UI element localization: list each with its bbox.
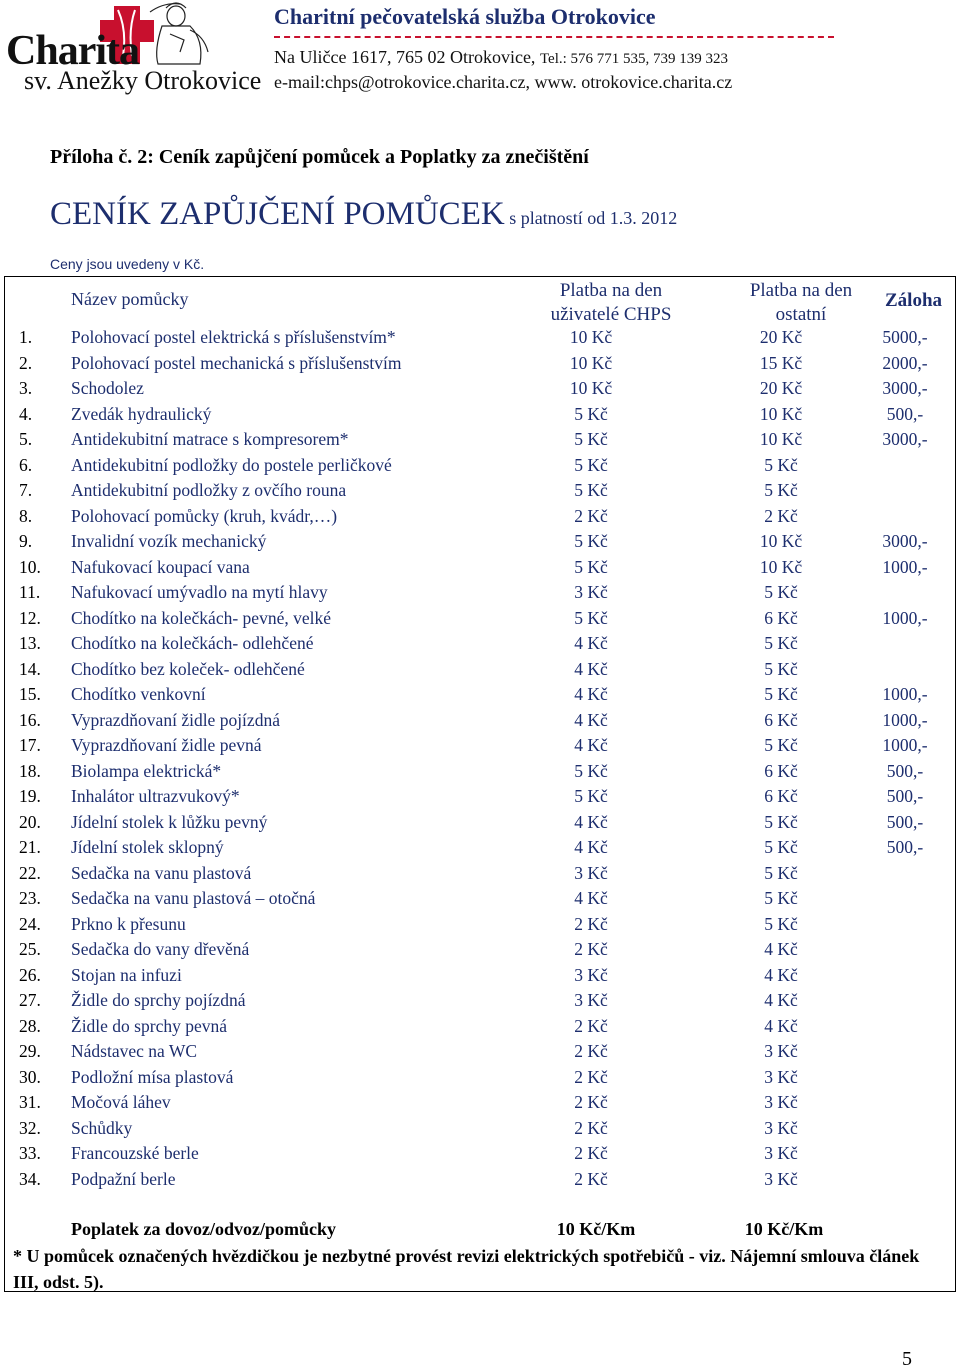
item-name: Chodítko venkovní — [71, 684, 206, 704]
currency-note: Ceny jsou uvedeny v Kč. — [50, 256, 205, 272]
price-users: 5 Kč — [574, 607, 608, 628]
price-users: 4 Kč — [574, 684, 608, 704]
table-row — [5, 1065, 955, 1091]
price-other: 5 Kč — [764, 658, 798, 679]
row-number: 30. — [19, 1066, 41, 1087]
item-name: Polohovací pomůcky (kruh, kvádr,…) — [71, 505, 338, 526]
table-row — [5, 427, 955, 453]
row-number: 20. — [19, 811, 41, 832]
header-divider — [274, 36, 834, 38]
row-number: 3. — [19, 378, 33, 398]
deposit: 3000,- — [882, 531, 928, 551]
table-row — [5, 886, 955, 912]
header-price-users-line2: uživatelé CHPS — [550, 304, 672, 325]
item-name: Antidekubitní matrace s kompresorem* — [71, 429, 349, 449]
price-users: 5 Kč — [574, 454, 608, 475]
footnote: * U pomůcek označených hvězdičkou je nezbytné provést revizi elektrických spotřebičů - viz. Nájemní smlouva článek III, odst. 5). — [13, 1246, 920, 1292]
item-name: Jídelní stolek k lůžku pevný — [71, 811, 268, 832]
price-users: 4 Kč — [574, 658, 608, 679]
organization-name: Charitní pečovatelská služba Otrokovice — [274, 4, 656, 29]
price-users: 5 Kč — [574, 760, 608, 781]
table-row — [5, 835, 955, 861]
row-number: 9. — [19, 531, 33, 551]
deposit: 3000,- — [882, 429, 928, 449]
fee-other: 10 Kč/Km — [744, 1219, 824, 1239]
price-users: 2 Kč — [574, 1117, 608, 1138]
price-users: 4 Kč — [574, 735, 608, 755]
row-number: 27. — [19, 990, 41, 1010]
item-name: Sedačka do vany dřevěná — [71, 939, 250, 959]
deposit: 1000,- — [882, 735, 928, 755]
item-name: Francouzské berle — [71, 1143, 199, 1163]
price-users: 2 Kč — [574, 1143, 608, 1163]
price-users: 3 Kč — [574, 990, 608, 1010]
row-number: 2. — [19, 352, 33, 373]
deposit: 500,- — [886, 811, 924, 832]
row-number: 7. — [19, 480, 33, 500]
header-name: Název pomůcky — [71, 289, 189, 309]
item-name: Nafukovací koupací vana — [71, 556, 250, 577]
price-users: 2 Kč — [574, 913, 608, 934]
deposit: 2000,- — [882, 352, 928, 373]
price-other: 3 Kč — [764, 1066, 798, 1087]
item-name: Zvedák hydraulický — [71, 403, 212, 424]
row-number: 17. — [19, 735, 41, 755]
price-users: 4 Kč — [574, 888, 608, 908]
table-row — [5, 606, 955, 632]
item-name: Chodítko na kolečkách- odlehčené — [71, 633, 314, 653]
price-other: 5 Kč — [764, 480, 798, 500]
table-row — [5, 1039, 955, 1065]
price-users: 10 Kč — [569, 378, 613, 398]
header-deposit: Záloha — [885, 290, 943, 311]
item-name: Schůdky — [71, 1117, 133, 1138]
table-row — [5, 733, 955, 759]
item-name: Nafukovací umývadlo na mytí hlavy — [71, 582, 328, 602]
price-users: 5 Kč — [574, 556, 608, 577]
item-name: Jídelní stolek sklopný — [71, 837, 224, 857]
price-other: 3 Kč — [764, 1168, 798, 1189]
item-name: Chodítko na kolečkách- pevné, velké — [71, 607, 331, 628]
price-other: 5 Kč — [764, 582, 798, 602]
table-row — [5, 912, 955, 938]
deposit: 5000,- — [882, 327, 928, 347]
row-number: 19. — [19, 786, 41, 806]
item-name: Inhalátor ultrazvukový* — [71, 786, 240, 806]
price-users: 4 Kč — [574, 633, 608, 653]
item-name: Polohovací postel elektrická s příslušenstvím* — [71, 327, 396, 347]
price-users: 5 Kč — [574, 429, 608, 449]
fee-users: 10 Kč/Km — [556, 1219, 636, 1239]
row-number: 8. — [19, 505, 33, 526]
price-other: 5 Kč — [764, 888, 798, 908]
item-name: Antidekubitní podložky do postele perličkové — [71, 454, 392, 475]
price-other: 4 Kč — [764, 990, 798, 1010]
price-other: 5 Kč — [764, 684, 798, 704]
price-users: 3 Kč — [574, 582, 608, 602]
organization-contacts: e-mail:chps@otrokovice.charita.cz, www. otrokovice.charita.cz — [274, 72, 733, 92]
table-row — [5, 963, 955, 989]
price-users: 2 Kč — [574, 1092, 608, 1112]
deposit: 500,- — [886, 403, 924, 424]
price-users: 2 Kč — [574, 1066, 608, 1087]
header-price-other-line1: Platba na den — [749, 280, 853, 301]
title-validity: s platností od 1.3. 2012 — [504, 208, 678, 228]
row-number: 23. — [19, 888, 41, 908]
row-number: 13. — [19, 633, 41, 653]
item-name: Vyprazdňovaní židle pojízdná — [71, 709, 280, 730]
item-name: Chodítko bez koleček- odlehčené — [71, 658, 305, 679]
charita-logo — [4, 0, 262, 100]
price-users: 4 Kč — [574, 709, 608, 730]
price-users: 10 Kč — [569, 352, 613, 373]
item-name: Močová láhev — [71, 1092, 171, 1112]
item-name: Invalidní vozík mechanický — [71, 531, 267, 551]
price-other: 6 Kč — [764, 786, 798, 806]
price-users: 2 Kč — [574, 1041, 608, 1061]
price-other: 4 Kč — [764, 1015, 798, 1036]
price-other: 10 Kč — [759, 429, 803, 449]
row-number: 5. — [19, 429, 33, 449]
row-number: 26. — [19, 964, 41, 985]
table-row — [5, 1014, 955, 1040]
phone-text: Tel.: 576 771 535, 739 139 323 — [539, 51, 729, 67]
item-name: Podpažní berle — [71, 1168, 176, 1189]
price-other: 5 Kč — [764, 811, 798, 832]
price-users: 4 Kč — [574, 811, 608, 832]
row-number: 12. — [19, 607, 41, 628]
price-other: 3 Kč — [764, 1041, 798, 1061]
price-users: 5 Kč — [574, 786, 608, 806]
deposit: 1000,- — [882, 709, 928, 730]
item-name: Biolampa elektrická* — [71, 760, 222, 781]
row-number: 14. — [19, 658, 41, 679]
price-other: 20 Kč — [759, 327, 803, 347]
table-row — [5, 504, 955, 530]
deposit: 500,- — [886, 760, 924, 781]
row-number: 31. — [19, 1092, 41, 1112]
deposit: 500,- — [886, 837, 924, 857]
organization-address — [274, 47, 728, 68]
row-number: 24. — [19, 913, 41, 934]
table-row — [5, 631, 955, 657]
table-row — [5, 376, 955, 402]
item-name: Schodolez — [71, 378, 144, 398]
table-row — [5, 708, 955, 734]
price-other: 5 Kč — [764, 862, 798, 883]
price-users: 2 Kč — [574, 1168, 608, 1189]
table-header — [5, 277, 955, 325]
row-number: 33. — [19, 1143, 41, 1163]
deposit: 1000,- — [882, 607, 928, 628]
table-row — [5, 1167, 955, 1193]
price-other: 6 Kč — [764, 760, 798, 781]
price-other: 5 Kč — [764, 837, 798, 857]
row-number: 29. — [19, 1041, 41, 1061]
price-other: 6 Kč — [764, 709, 798, 730]
item-name: Vyprazdňovaní židle pevná — [71, 735, 262, 755]
price-other: 15 Kč — [759, 352, 803, 373]
deposit: 3000,- — [882, 378, 928, 398]
table-row — [5, 325, 955, 351]
document-title — [50, 196, 677, 233]
price-other: 4 Kč — [764, 964, 798, 985]
price-other: 10 Kč — [759, 403, 803, 424]
logo-word: Charita — [6, 28, 139, 74]
row-number: 6. — [19, 454, 33, 475]
price-table — [4, 276, 956, 1292]
item-name: Sedačka na vanu plastová – otočná — [71, 888, 316, 908]
price-other: 10 Kč — [759, 556, 803, 577]
item-name: Židle do sprchy pojízdná — [71, 990, 246, 1010]
row-number: 4. — [19, 403, 33, 424]
price-other: 3 Kč — [764, 1117, 798, 1138]
table-row — [5, 1141, 955, 1167]
item-name: Sedačka na vanu plastová — [71, 862, 252, 883]
table-row — [5, 657, 955, 683]
row-number: 22. — [19, 862, 41, 883]
row-number: 21. — [19, 837, 41, 857]
table-row — [5, 937, 955, 963]
table-row — [5, 555, 955, 581]
row-number: 25. — [19, 939, 41, 959]
table-row — [5, 453, 955, 479]
row-number: 18. — [19, 760, 41, 781]
price-other: 2 Kč — [764, 505, 798, 526]
price-users: 4 Kč — [574, 837, 608, 857]
row-number: 32. — [19, 1117, 41, 1138]
deposit: 1000,- — [882, 556, 928, 577]
price-users: 5 Kč — [574, 531, 608, 551]
row-number: 28. — [19, 1015, 41, 1036]
price-users: 5 Kč — [574, 403, 608, 424]
logo-subtitle: sv. Anežky Otrokovice — [24, 66, 262, 95]
table-row — [5, 861, 955, 887]
table-row — [5, 478, 955, 504]
table-body — [5, 325, 955, 1192]
table-row — [5, 580, 955, 606]
item-name: Prkno k přesunu — [71, 913, 186, 934]
price-users: 2 Kč — [574, 939, 608, 959]
price-users: 5 Kč — [574, 480, 608, 500]
deposit: 1000,- — [882, 684, 928, 704]
item-name: Stojan na infuzi — [71, 964, 182, 985]
price-users: 2 Kč — [574, 505, 608, 526]
table-row — [5, 682, 955, 708]
header-price-other-line2: ostatní — [775, 304, 827, 325]
price-users: 10 Kč — [569, 327, 613, 347]
price-other: 20 Kč — [759, 378, 803, 398]
fee-label: Poplatek za dovoz/odvoz/pomůcky — [71, 1219, 337, 1239]
row-number: 34. — [19, 1168, 41, 1189]
page-number: 5 — [902, 1348, 912, 1370]
price-users: 3 Kč — [574, 964, 608, 985]
item-name: Židle do sprchy pevná — [71, 1015, 227, 1036]
item-name: Nádstavec na WC — [71, 1041, 198, 1061]
table-row — [5, 1090, 955, 1116]
table-row — [5, 784, 955, 810]
annex-heading: Příloha č. 2: Ceník zapůjčení pomůcek a Poplatky za znečištění — [50, 146, 589, 168]
header-price-users-line1: Platba na den — [559, 280, 663, 301]
price-other: 5 Kč — [764, 454, 798, 475]
item-name: Podložní mísa plastová — [71, 1066, 234, 1087]
table-row — [5, 351, 955, 377]
table-row — [5, 759, 955, 785]
row-number: 1. — [19, 327, 33, 347]
address-text: Na Uličce 1617, 765 02 Otrokovice, — [274, 47, 536, 67]
title-main: CENÍK ZAPŮJČENÍ POMŮCEK — [50, 196, 505, 232]
row-number: 11. — [19, 582, 41, 602]
price-users: 2 Kč — [574, 1015, 608, 1036]
table-row — [5, 988, 955, 1014]
item-name: Antidekubitní podložky z ovčího rouna — [71, 480, 347, 500]
price-other: 5 Kč — [764, 633, 798, 653]
deposit: 500,- — [886, 786, 924, 806]
price-other: 5 Kč — [764, 913, 798, 934]
table-row — [5, 1116, 955, 1142]
table-row — [5, 810, 955, 836]
price-other: 10 Kč — [759, 531, 803, 551]
price-other: 6 Kč — [764, 607, 798, 628]
price-other: 3 Kč — [764, 1092, 798, 1112]
price-users: 3 Kč — [574, 862, 608, 883]
price-other: 5 Kč — [764, 735, 798, 755]
price-other: 3 Kč — [764, 1143, 798, 1163]
row-number: 16. — [19, 709, 41, 730]
table-row — [5, 529, 955, 555]
price-other: 4 Kč — [764, 939, 798, 959]
row-number: 15. — [19, 684, 41, 704]
table-row — [5, 402, 955, 428]
fee-row — [5, 1217, 955, 1241]
item-name: Polohovací postel mechanická s příslušenstvím — [71, 352, 402, 373]
row-number: 10. — [19, 556, 41, 577]
